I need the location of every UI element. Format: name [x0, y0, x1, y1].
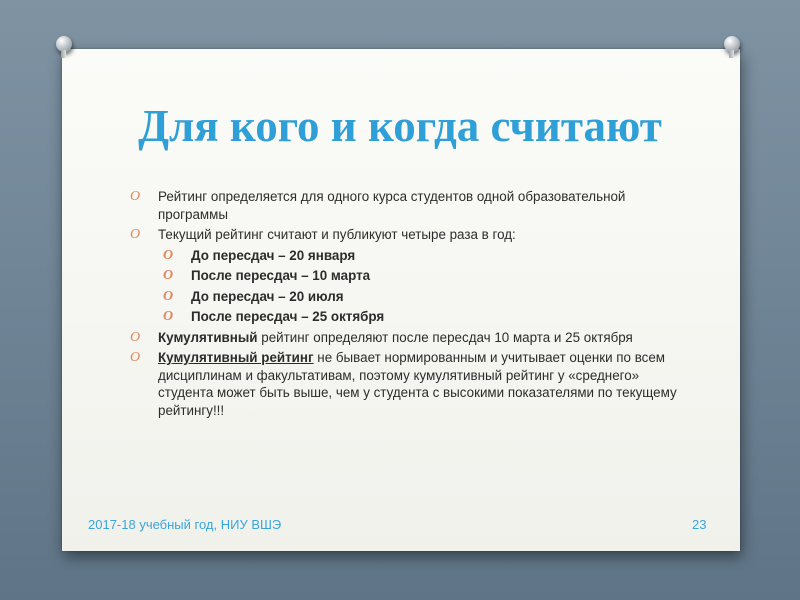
list-item-text: Текущий рейтинг считают и публикуют четыре раза в год: — [158, 227, 516, 242]
list-item — [130, 329, 690, 347]
list-item — [130, 247, 690, 265]
footer-text: 2017-18 учебный год, НИУ ВШЭ — [88, 517, 282, 532]
slide-content — [130, 188, 690, 422]
emphasis-text: Кумулятивный рейтинг — [158, 350, 314, 365]
bullet-icon: O — [163, 309, 174, 324]
list-item — [130, 267, 690, 285]
list-item-text: После пересдач – 10 марта — [191, 268, 371, 283]
list-item — [130, 288, 690, 306]
list-item-text: рейтинг определяют после пересдач 10 марта и 25 октября — [257, 329, 633, 345]
bullet-icon: O — [130, 329, 141, 345]
bullet-icon: O — [130, 350, 141, 365]
list-item — [130, 308, 690, 326]
list-item-text: Рейтинг определяется для одного курса студентов одной образовательной программы — [158, 189, 626, 222]
slide-title: Для кого и когда считают — [138, 101, 662, 151]
list-item-text: До пересдач – 20 января — [191, 247, 356, 263]
list-item-text: До пересдач – 20 июля — [191, 288, 344, 304]
bullet-icon: O — [163, 268, 174, 283]
pushpin-icon — [724, 36, 740, 52]
list-item — [130, 226, 690, 244]
pushpin-icon — [56, 36, 72, 52]
bullet-icon: O — [163, 288, 174, 304]
bullet-icon: O — [130, 227, 141, 242]
bullet-icon: O — [163, 247, 174, 263]
list-item — [130, 188, 690, 223]
list-item — [130, 349, 690, 419]
page-number: 23 — [692, 517, 707, 532]
bullet-icon: O — [130, 189, 141, 204]
list-item-text: не бывает нормированным и учитывает оценки по всем дисциплинам и факультативам, поэтому кумулятивный рейтинг у «среднего» студента может быть выше, чем у студента с высокими показателями по текущему рейтингу!!! — [158, 350, 677, 418]
list-item-text: После пересдач – 25 октября — [191, 309, 385, 324]
emphasis-text: Кумулятивный — [158, 329, 258, 345]
